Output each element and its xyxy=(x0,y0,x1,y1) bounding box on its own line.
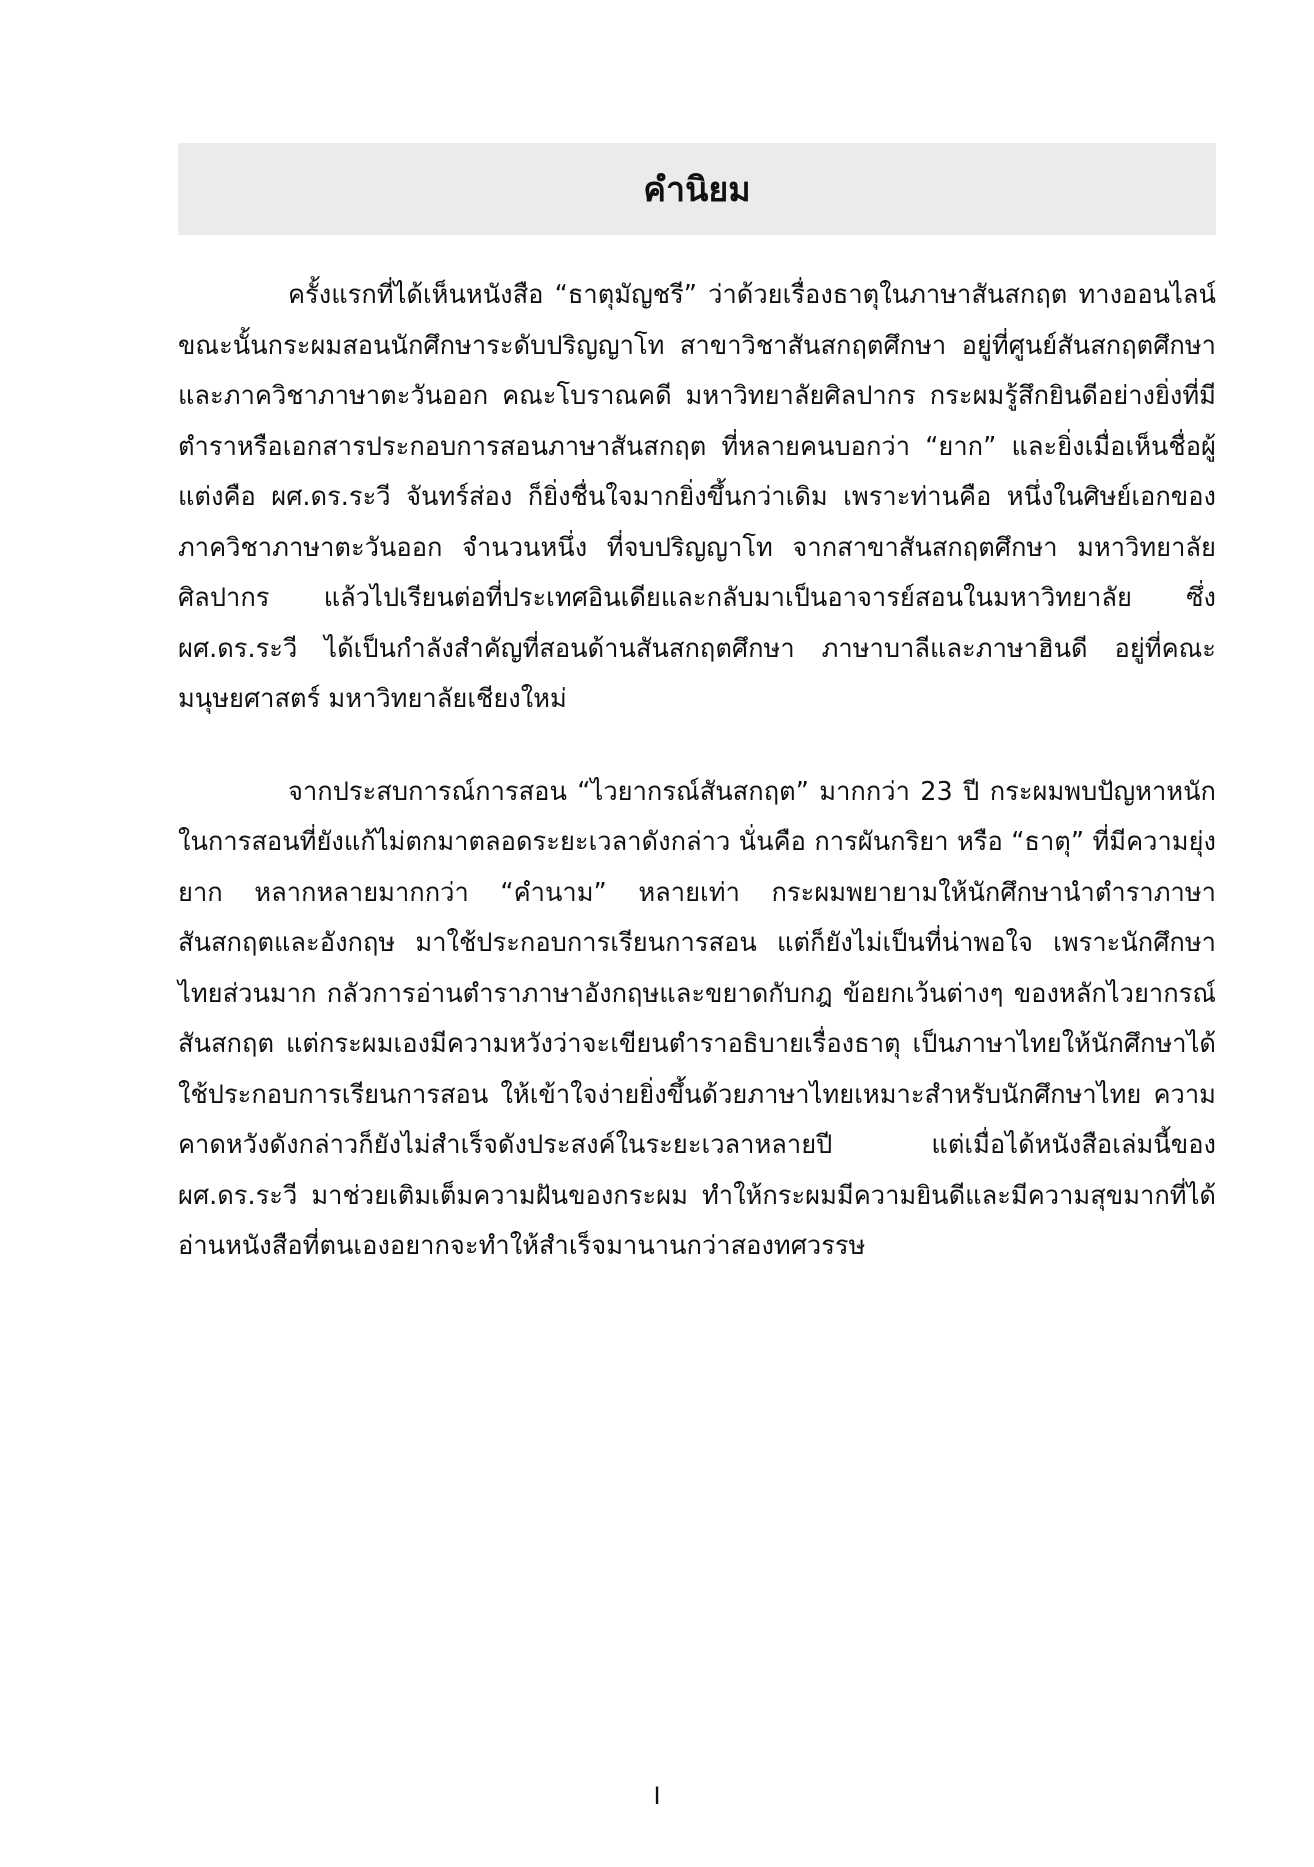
paragraph-1: ครั้งแรกที่ได้เห็นหนังสือ “ธาตุมัญชรี” ว่าด้วยเรื่องธาตุในภาษาสันสกฤต ทางออนไลน์ ขณะนั้นกระผมสอนนักศึกษาระดับปริญญาโท สาขาวิชาสันสกฤตศึกษา อยู่ที่ศูนย์สันสกฤตศึกษา และภาควิชาภาษาตะวันออก คณะโบราณคดี มหาวิทยาลัยศิลปากร กระผมรู้สึกยินดีอย่างยิ่งที่มีตำราหรือเอกสารประกอบการสอนภาษาสันสกฤต ที่หลายคนบอกว่า “ยาก” และยิ่งเมื่อเห็นชื่อผู้แต่งคือ ผศ.ดร.ระวี จันทร์ส่อง ก็ยิ่งชื่นใจมากยิ่งขึ้นกว่าเดิม เพราะท่านคือ หนึ่งในศิษย์เอกของภาควิชาภาษาตะวันออก จำนวนหนึ่ง ที่จบปริญญาโท จากสาขาสันสกฤตศึกษา มหาวิทยาลัยศิลปากร แล้วไปเรียนต่อที่ประเทศอินเดียและกลับมาเป็นอาจารย์สอนในมหาวิทยาลัย ซึ่ง ผศ.ดร.ระวี ได้เป็นกำลังสำคัญที่สอนด้านสันสกฤตศึกษา ภาษาบาลีและภาษาฮินดี อยู่ที่คณะมนุษยศาสตร์ มหาวิทยาลัยเชียงใหม่ xyxy=(178,280,1216,714)
body-text xyxy=(178,270,1216,1272)
page-number: I xyxy=(653,1782,661,1810)
title-band xyxy=(178,143,1216,235)
paragraph-2: จากประสบการณ์การสอน “ไวยากรณ์สันสกฤต” มากกว่า 23 ปี กระผมพบปัญหาหนักในการสอนที่ยังแก้ไม่ตกมาตลอดระยะเวลาดังกล่าว นั่นคือ การผันกริยา หรือ “ธาตุ” ที่มีความยุ่งยาก หลากหลายมากกว่า “คำนาม” หลายเท่า กระผมพยายามให้นักศึกษานำตำราภาษาสันสกฤตและอังกฤษ มาใช้ประกอบการเรียนการสอน แต่ก็ยังไม่เป็นที่น่าพอใจ เพราะนักศึกษาไทยส่วนมาก กลัวการอ่านตำราภาษาอังกฤษและขยาดกับกฎ ข้อยกเว้นต่างๆ ของหลักไวยากรณ์สันสกฤต แต่กระผมเองมีความหวังว่าจะเขียนตำราอธิบายเรื่องธาตุ เป็นภาษาไทยให้นักศึกษาได้ใช้ประกอบการเรียนการสอน ให้เข้าใจง่ายยิ่งขึ้นด้วยภาษาไทยเหมาะสำหรับนักศึกษาไทย ความคาดหวังดังกล่าวก็ยังไม่สำเร็จดังประสงค์ในระยะเวลาหลายปี แต่เมื่อได้หนังสือเล่มนี้ของ ผศ.ดร.ระวี มาช่วยเติมเต็มความฝันของกระผม ทำให้กระผมมีความยินดีและมีความสุขมากที่ได้อ่านหนังสือที่ตนเองอยากจะทำให้สำเร็จมานานกว่าสองทศวรรษ xyxy=(178,776,1216,1261)
page-title: คำนิยม xyxy=(643,170,751,210)
